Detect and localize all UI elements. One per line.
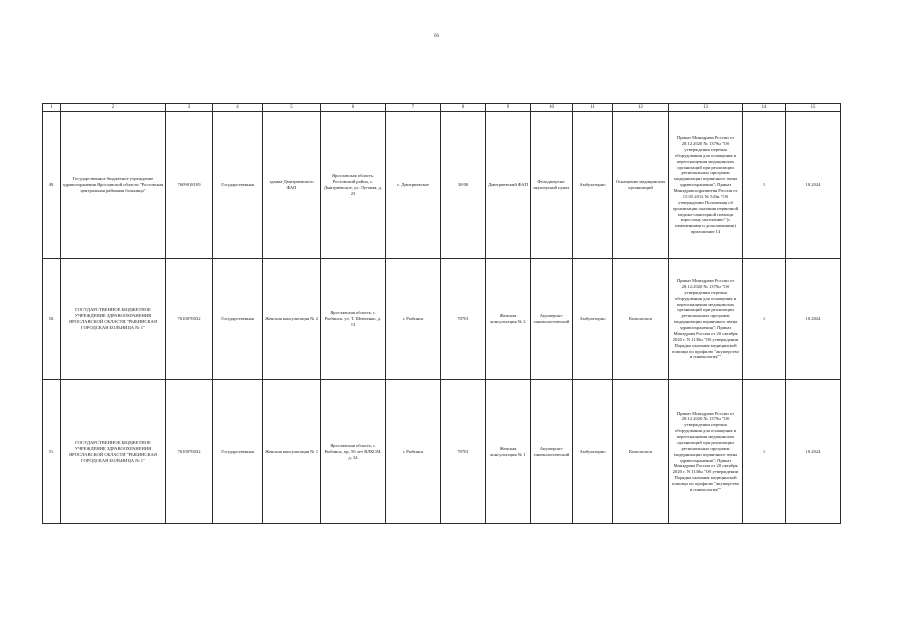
profile: Акушерско-гинекологический: [531, 380, 573, 524]
building: Женская консультация № 2: [263, 259, 321, 380]
column-number: 15: [786, 104, 841, 112]
legal-basis: Приказ Минздрава России от 28.12.2020 № 1379н "Об утверждении перечня оборудования для оснащения и переоснащения медицинских организаций при реализации региональных программ модернизации первичного звена здравоохранения"; Приказ Минздрава России от 20 октября 2020 г. N 1130н "Об утверждении Порядка оказания медицинской помощи по профилю "акушерство и гинекология"": [669, 380, 743, 524]
organization-name: ГОСУДАРСТВЕННОЕ БЮДЖЕТНОЕ УЧРЕЖДЕНИЕ ЗДРАВООХРАНЕНИЯ ЯРОСЛАВСКОЙ ОБЛАСТИ "РЫБИНСКАЯ ГОРОДСКАЯ БОЛЬНИЦА № 1": [61, 380, 166, 524]
organization-name: Государственное бюджетное учреждение здравоохранения Ярославской области "Ростовская центральная районная больница": [61, 112, 166, 259]
row-number: 49.: [43, 112, 61, 259]
period: 10.2024: [786, 380, 841, 524]
equipment-registry-table: [42, 103, 841, 524]
profile: Акушерско-гинекологический: [531, 259, 573, 380]
address: Ярославская область, г. Рыбинск, ул. Т. Шевченко, д. 13: [321, 259, 386, 380]
inn: 7610070032: [166, 259, 213, 380]
address: Ярославская область, г. Рыбинск, пр. 50 лет ВЛКСМ, д. 34: [321, 380, 386, 524]
column-number: 14: [743, 104, 786, 112]
period: 10.2024: [786, 259, 841, 380]
code: 30/00: [441, 112, 486, 259]
care-conditions: Амбулаторно: [573, 112, 613, 259]
column-number: 3: [166, 104, 213, 112]
column-number: 8: [441, 104, 486, 112]
column-number: 1: [43, 104, 61, 112]
ownership-form: Государственная: [213, 380, 263, 524]
column-number: 5: [263, 104, 321, 112]
column-number: 9: [486, 104, 531, 112]
code: 78701: [441, 380, 486, 524]
locality: г. Рыбинск: [386, 259, 441, 380]
equipment: Кольпоскоп: [613, 259, 669, 380]
table-row: [43, 112, 841, 259]
legal-basis: Приказ Минздрава России от 28.12.2020 № 1379н "Об утверждении перечня оборудования для оснащения и переоснащения медицинских организаций при реализации региональных программ модернизации первичного звена здравоохранения"; Приказ Минздравсоцразвития России от 15.05.2012 № 543н "Об утверждении Положения об организации оказания первичной медико-санитарной помощи взрослому населению" (с изменениями и дополнениями) приложение 14: [669, 112, 743, 259]
inn: 7610070032: [166, 380, 213, 524]
row-number: 50.: [43, 259, 61, 380]
organization-name: ГОСУДАРСТВЕННОЕ БЮДЖЕТНОЕ УЧРЕЖДЕНИЕ ЗДРАВООХРАНЕНИЯ ЯРОСЛАВСКОЙ ОБЛАСТИ "РЫБИНСКАЯ ГОРОДСКАЯ БОЛЬНИЦА № 1": [61, 259, 166, 380]
locality: с. Дмитриевское: [386, 112, 441, 259]
care-conditions: Амбулаторно: [573, 380, 613, 524]
ownership-form: Государственная: [213, 112, 263, 259]
building: здание Дмитриевского ФАП: [263, 112, 321, 259]
column-number: 13: [669, 104, 743, 112]
column-number: 11: [573, 104, 613, 112]
code: 78701: [441, 259, 486, 380]
table-row: [43, 259, 841, 380]
column-number: 6: [321, 104, 386, 112]
row-number: 51.: [43, 380, 61, 524]
page-number: 66: [434, 34, 439, 39]
equipment: Оснащение медицинских организаций: [613, 112, 669, 259]
quantity: 1: [743, 112, 786, 259]
period: 10.2024: [786, 112, 841, 259]
equipment: Кольпоскоп: [613, 380, 669, 524]
care-conditions: Амбулаторно: [573, 259, 613, 380]
table-row: [43, 380, 841, 524]
inn: 7609018109: [166, 112, 213, 259]
division: Женская консультация № 2: [486, 259, 531, 380]
profile: Фельдшерско-акушерский пункт: [531, 112, 573, 259]
ownership-form: Государственная: [213, 259, 263, 380]
column-number: 12: [613, 104, 669, 112]
legal-basis: Приказ Минздрава России от 28.12.2020 № 1379н "Об утверждении перечня оборудования для оснащения и переоснащения медицинских организаций при реализации региональных программ модернизации первичного звена здравоохранения"; Приказ Минздрава России от 20 октября 2020 г. N 1130н "Об утверждении Порядка оказания медицинской помощи по профилю "акушерство и гинекология"": [669, 259, 743, 380]
division: Дмитриевский ФАП: [486, 112, 531, 259]
quantity: 1: [743, 259, 786, 380]
column-number-row: [43, 104, 841, 112]
column-number: 4: [213, 104, 263, 112]
address: Ярославская область, Ростовский район, с. Дмитриевское, ул. Луговая, д. 23: [321, 112, 386, 259]
locality: г. Рыбинск: [386, 380, 441, 524]
division: Женская консультация № 1: [486, 380, 531, 524]
column-number: 7: [386, 104, 441, 112]
building: Женская консультация № 1: [263, 380, 321, 524]
quantity: 1: [743, 380, 786, 524]
column-number: 10: [531, 104, 573, 112]
column-number: 2: [61, 104, 166, 112]
